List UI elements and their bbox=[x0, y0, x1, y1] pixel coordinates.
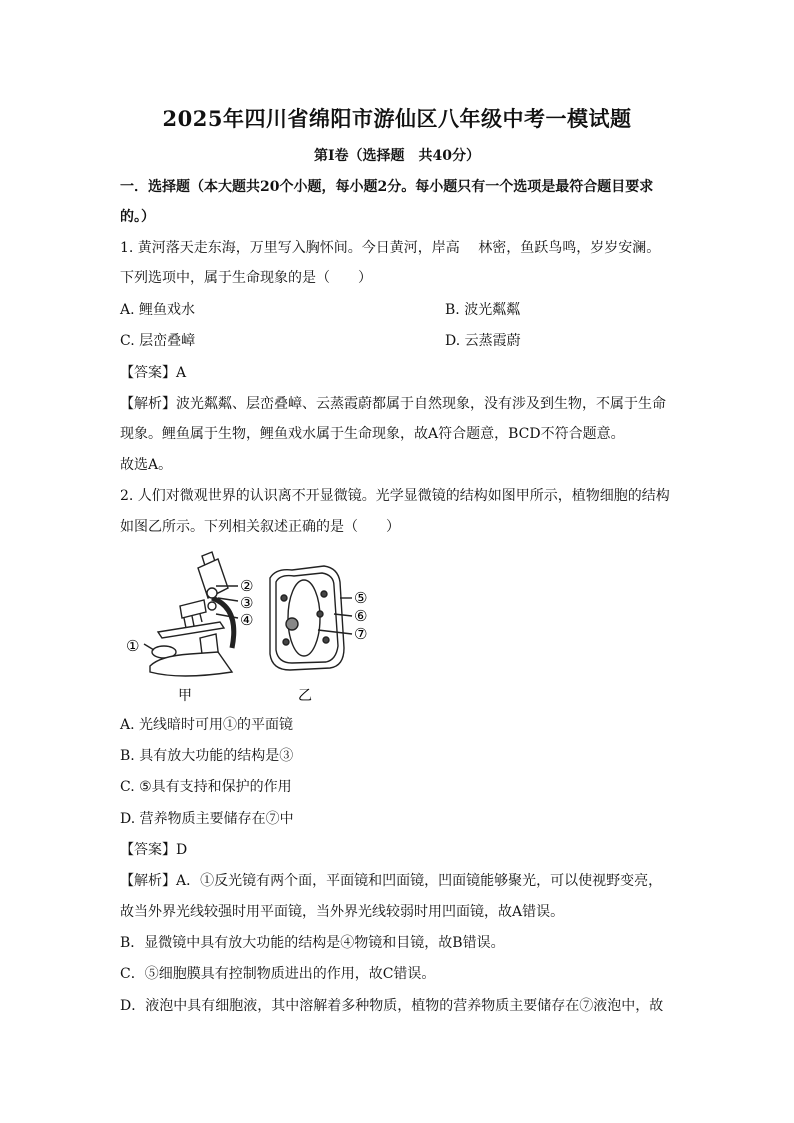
q2-explanation-c: C．⑤细胞膜具有控制物质进出的作用，故C错误。 bbox=[120, 966, 436, 982]
figure-label-3: ③ bbox=[240, 594, 254, 612]
figure-caption-yi: 乙 bbox=[298, 688, 312, 704]
figure-label-4: ④ bbox=[240, 611, 254, 629]
q2-explanation-cont: 故当外界光线较强时用平面镜，当外界光线较弱时用凹面镜，故A错误。 bbox=[120, 904, 565, 920]
q1-stem-cont: 下列选项中，属于生命现象的是（ ） bbox=[120, 270, 372, 286]
q2-explanation: 【解析】A．①反光镜有两个面，平面镜和凹面镜，凹面镜能够聚光，可以使视野变亮， bbox=[120, 873, 663, 889]
figure-label-5: ⑤ bbox=[354, 589, 368, 607]
q1-stem: 1. 黄河落天走东海，万里写入胸怀间。今日黄河，岸高 林密，鱼跃鸟鸣，岁岁安澜。 bbox=[120, 240, 661, 256]
figure-caption-jia: 甲 bbox=[178, 688, 192, 704]
q2-option-c: C. ⑤具有支持和保护的作用 bbox=[120, 779, 292, 795]
q2-explanation-d: D．液泡中具有细胞液，其中溶解着多种物质，植物的营养物质主要储存在⑦液泡中，故 bbox=[120, 998, 664, 1014]
figure-label-2: ② bbox=[240, 577, 254, 595]
q1-option-b: B. 波光粼粼 bbox=[445, 302, 521, 318]
plant-cell-diagram bbox=[270, 566, 352, 670]
q1-option-c: C. 层峦叠嶂 bbox=[120, 333, 196, 349]
q1-conclusion: 故选A。 bbox=[120, 457, 173, 473]
figure-label-6: ⑥ bbox=[354, 607, 368, 625]
q2-option-a: A. 光线暗时可用①的平面镜 bbox=[120, 717, 294, 733]
q1-option-d: D. 云蒸霞蔚 bbox=[445, 333, 521, 349]
q2-option-d: D. 营养物质主要储存在⑦中 bbox=[120, 811, 294, 827]
figure-label-1: ① bbox=[126, 637, 140, 655]
page-title: 2025年四川省绵阳市游仙区八年级中考一模试题 bbox=[162, 106, 632, 131]
q2-stem: 2. 人们对微观世界的认识离不开显微镜。光学显微镜的结构如图甲所示，植物细胞的结构 bbox=[120, 488, 670, 504]
q1-explanation: 【解析】波光粼粼、层峦叠嶂、云蒸霞蔚都属于自然现象，没有涉及到生物，不属于生命 bbox=[120, 396, 666, 412]
q2-stem-cont: 如图乙所示。下列相关叙述正确的是（ ） bbox=[120, 519, 400, 535]
q1-explanation-cont: 现象。鲤鱼属于生物，鲤鱼戏水属于生命现象，故A符合题意，BCD不符合题意。 bbox=[120, 426, 625, 442]
q2-option-b: B. 具有放大功能的结构是③ bbox=[120, 748, 294, 764]
microscope-diagram bbox=[144, 552, 238, 676]
q2-answer: 【答案】D bbox=[120, 842, 188, 858]
q1-answer: 【答案】A bbox=[120, 365, 187, 381]
section-heading-cont: 的。） bbox=[120, 209, 155, 225]
section-subtitle: 第Ⅰ卷（选择题 共40分） bbox=[313, 148, 481, 164]
figure-label-7: ⑦ bbox=[354, 625, 368, 643]
microscope-and-cell-figure bbox=[120, 548, 380, 708]
section-heading: 一．选择题（本大题共20个小题，每小题2分。每小题只有一个选项是最符合题目要求 bbox=[120, 179, 654, 195]
q1-option-a: A. 鲤鱼戏水 bbox=[120, 302, 196, 318]
q2-explanation-b: B．显微镜中具有放大功能的结构是④物镜和目镜，故B错误。 bbox=[120, 935, 505, 951]
